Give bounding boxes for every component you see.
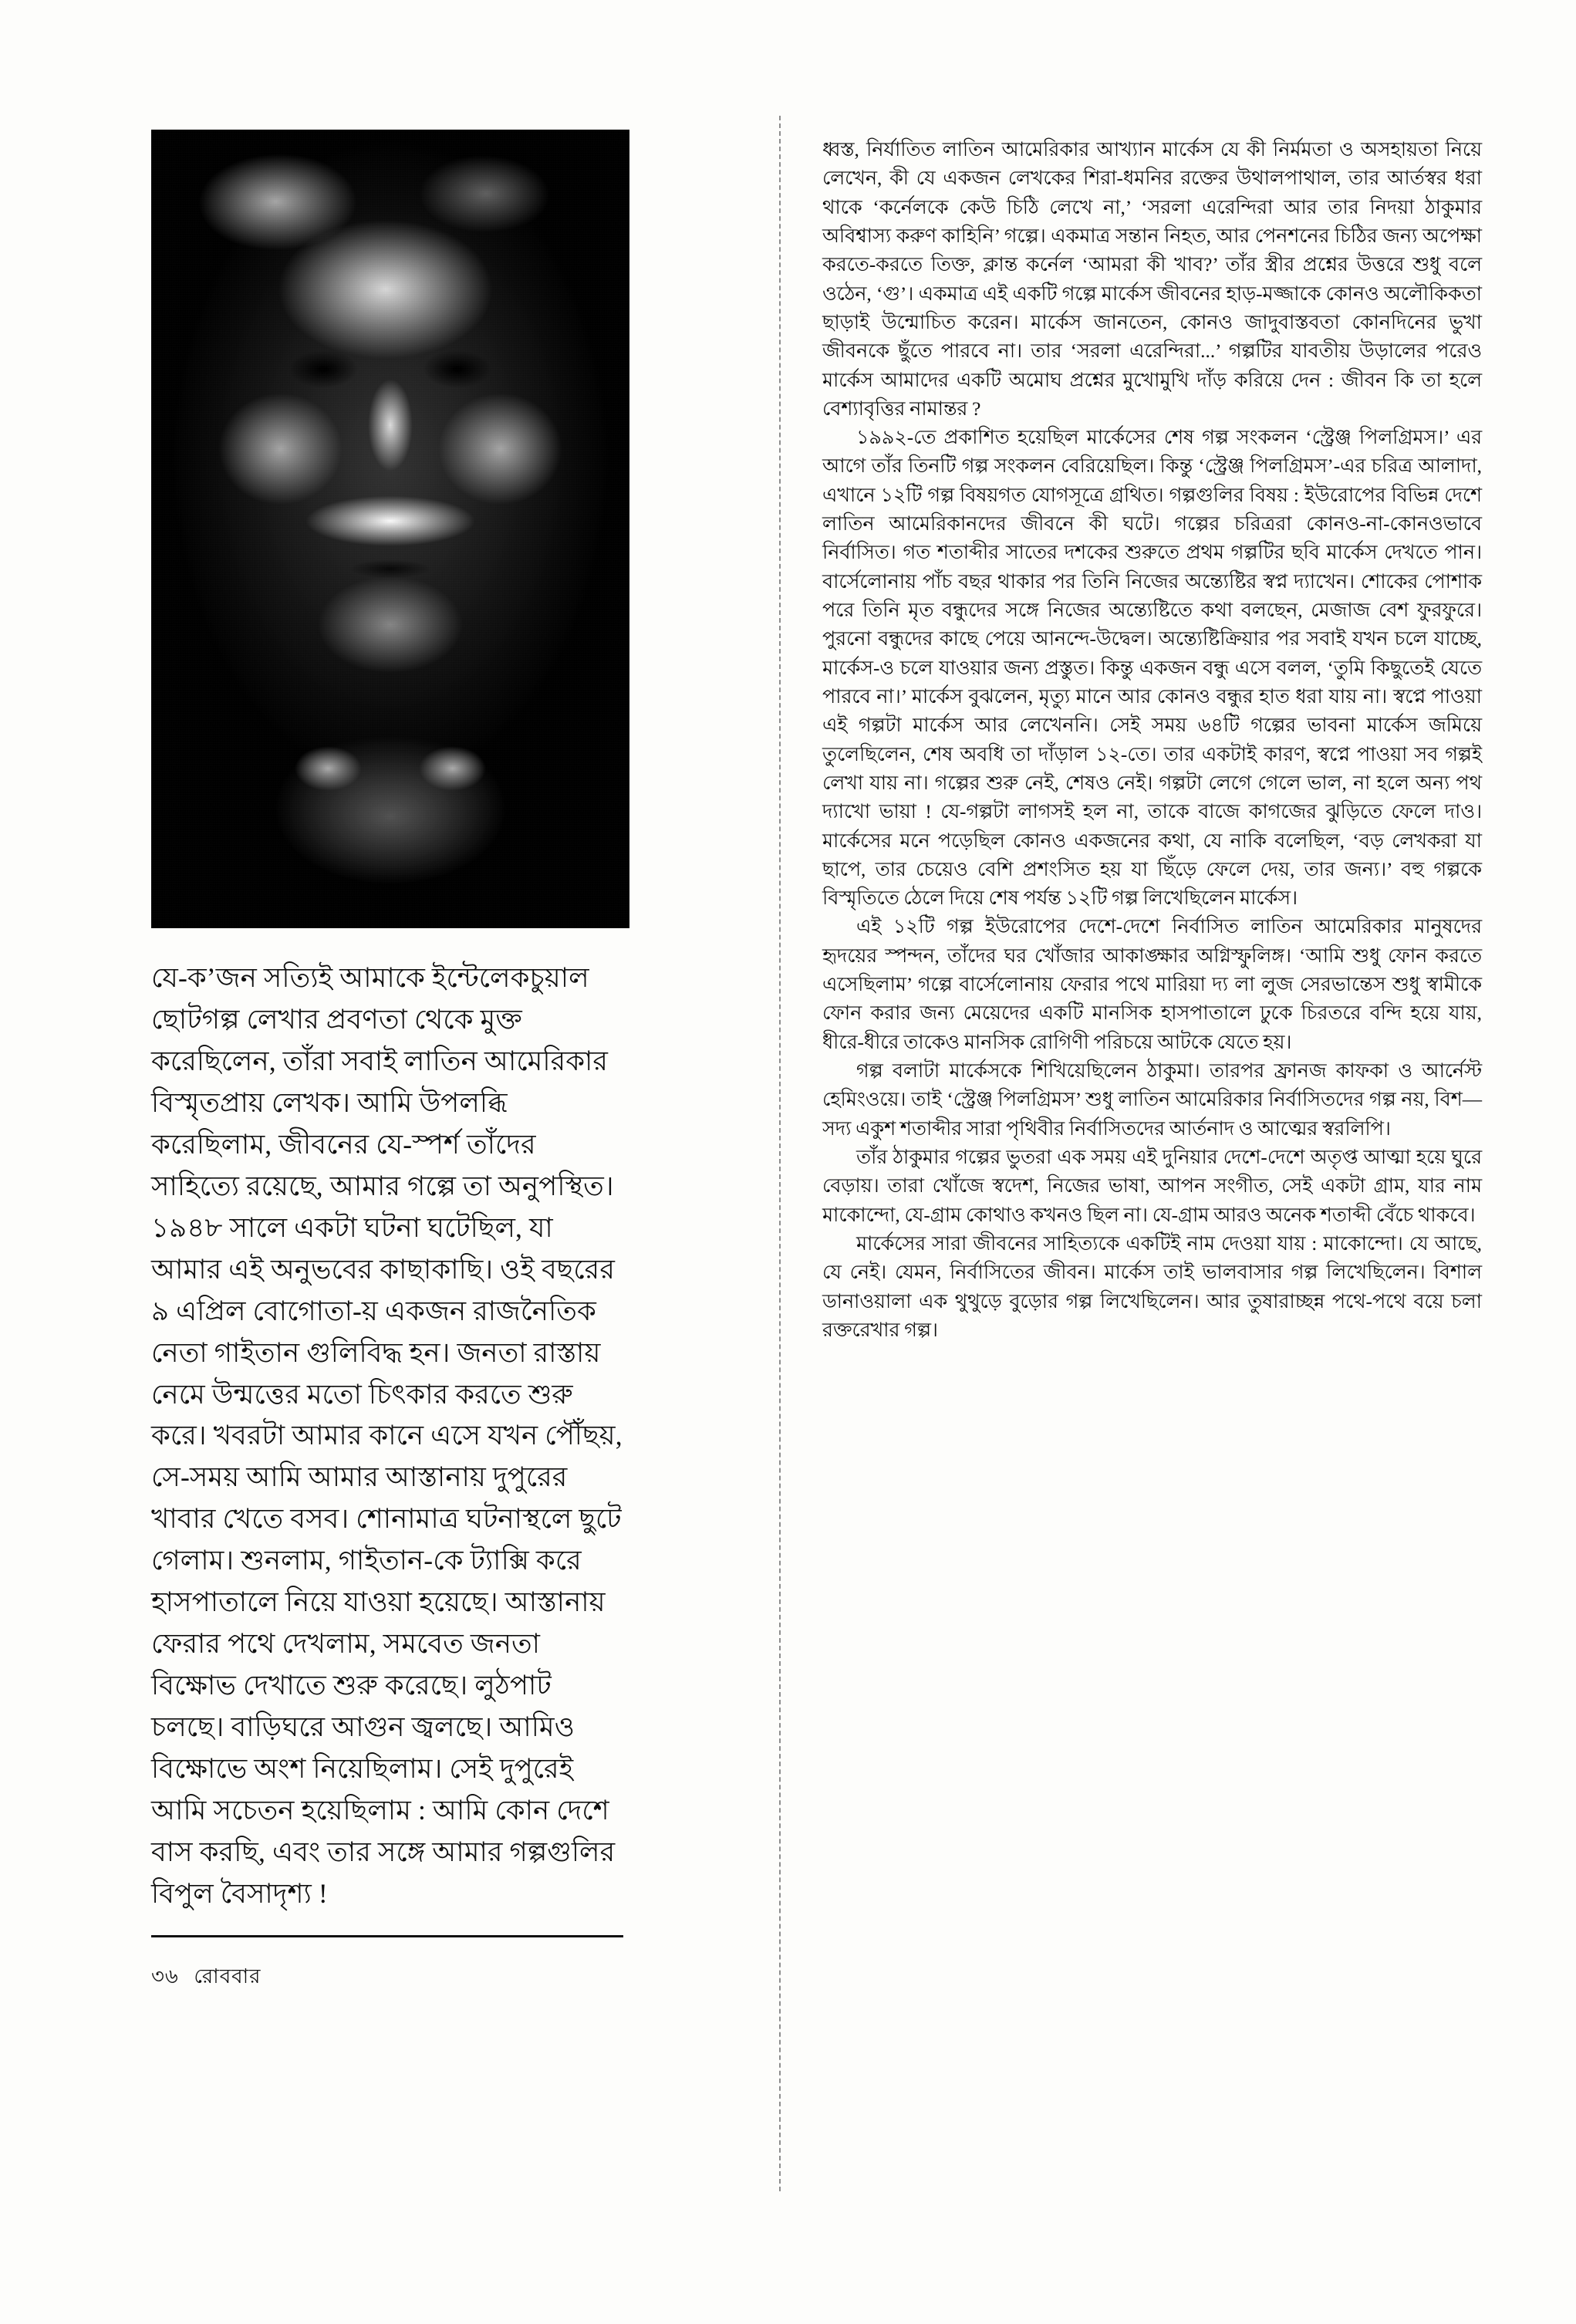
body-paragraph: ধ্বস্ত, নির্যাতিত লাতিন আমেরিকার আখ্যান মার্কেস যে কী নির্মমতা ও অসহায়তা নিয়ে লেখেন, কী যে একজন লেখকের শিরা-ধমনির রক্তের উথালপাথাল, তার আর্তস্বর ধরা থাকে ‘কর্নেলকে কেউ চিঠি লেখে না,’ ‘সরলা এরেন্দিরা আর তার নিদয়া ঠাকুমার অবিশ্বাস্য করুণ কাহিনি’ গল্পে। একমাত্র সন্তান নিহত, আর পেনশনের চিঠির জন্য অপেক্ষা করতে-করতে তিক্ত, ক্লান্ত কর্নেল ‘আমরা কী খাব?’ তাঁর স্ত্রীর প্রশ্নের উত্তরে শুধু বলে ওঠেন, ‘গু’। একমাত্র এই একটি গল্পে মার্কেস জীবনের হাড়-মজ্জাকে কোনও অলৌকিকতা ছাড়াই উন্মোচিত করেন। মার্কেস জানতেন, কোনও জাদুবাস্তবতা কোনদিনের ভুখা জীবনকে ছুঁতে পারবে না। তার ‘সরলা এরেন্দিরা...’ গল্পটির যাবতীয় উড়ালের পরেও মার্কেস আমাদের একটি অমোঘ প্রশ্নের মুখোমুখি দাঁড় করিয়ে দেন : জীবন কি তা হলে বেশ্যাবৃত্তির নামান্তর ? [822,139,1482,420]
body-paragraph: গল্প বলাটা মার্কেসকে শিখিয়েছিলেন ঠাকুমা। তারপর ফ্রানজ কাফকা ও আর্নেস্ট হেমিংওয়ে। তাই ‘স্ট্রেঞ্জ পিলগ্রিমস’ শুধু লাতিন আমেরিকার নির্বাসিতদের গল্প নয়, বিশ—সদ্য একুশ শতাব্দীর সারা পৃথিবীর নির্বাসিতদের আর্তনাদ ও আত্মের স্বরলিপি। [822,1060,1482,1140]
left-column [151,130,629,1995]
pull-quote: যে-ক’জন সত্যিই আমাকে ইন্টেলেকচুয়াল ছোটগল্প লেখার প্রবণতা থেকে মুক্ত করেছিলেন, তাঁরা সবাই লাতিন আমেরিকার বিস্মৃতপ্রায় লেখক। আমি উপলব্ধি করেছিলাম, জীবনের যে-স্পর্শ তাঁদের সাহিত্যে রয়েছে, আমার গল্পে তা অনুপস্থিত। ১৯৪৮ সালে একটা ঘটনা ঘটেছিল, যা আমার এই অনুভবের কাছাকাছি। ওই বছরের ৯ এপ্রিল বোগোতা-য় একজন রাজনৈতিক নেতা গাইতান গুলিবিদ্ধ হন। জনতা রাস্তায় নেমে উন্মত্তের মতো চিৎকার করতে শুরু করে। খবরটা আমার কানে এসে যখন পৌঁছয়, সে-সময় আমি আমার আস্তানায় দুপুরের খাবার খেতে বসব। শোনামাত্র ঘটনাস্থলে ছুটে গেলাম। শুনলাম, গাইতান-কে ট্যাক্সি করে হাসপাতালে নিয়ে যাওয়া হয়েছে। আস্তানায় ফেরার পথে দেখলাম, সমবেত জনতা বিক্ষোভ দেখাতে শুরু করেছে। লুঠপাট চলছে। বাড়িঘরে আগুন জ্বলছে। আমিও বিক্ষোভে অংশ নিয়েছিলাম। সেই দুপুরেই আমি সচেতন হয়েছিলাম : আমি কোন দেশে বাস করছি, এবং তার সঙ্গে আমার গল্পগুলির বিপুল বৈসাদৃশ্য ! [151,962,623,1909]
body-paragraph: তাঁর ঠাকুমার গল্পের ভুতরা এক সময় এই দুনিয়ার দেশে-দেশে অতৃপ্ত আত্মা হয়ে ঘুরে বেড়ায়। তারা খোঁজে স্বদেশ, নিজের ভাষা, আপন সংগীত, সেই একটা গ্রাম, যার নাম মাকোন্দো, যে-গ্রাম কোথাও কখনও ছিল না। যে-গ্রাম আরও অনেক শতাব্দী বেঁচে থাকবে। [822,1146,1482,1226]
portrait-image [151,130,629,928]
folio [151,1961,629,1995]
column-divider [779,116,781,2191]
page-number: ৩৬ [151,1964,179,1988]
right-column [822,136,1482,1345]
body-paragraph: এই ১২টি গল্প ইউরোপের দেশে-দেশে নির্বাসিত লাতিন আমেরিকার মানুষদের হৃদয়ের স্পন্দন, তাঁদের ঘর খোঁজার আকাঙ্ক্ষার অগ্নিস্ফুলিঙ্গ। ‘আমি শুধু ফোন করতে এসেছিলাম’ গল্পে বার্সেলোনায় ফেরার পথে মারিয়া দ্য লা লুজ সেরভান্তেস শুধু স্বামীকে ফোন করার জন্য মেয়েদের একটি মানসিক হাসপাতালে ঢুকে চিরতরে বন্দি হয়ে যায়, ধীরে-ধীরে তাকেও মানসিক রোগিণী পরিচয়ে আটকে যেতে হয়। [822,916,1482,1053]
body-paragraph: মার্কেসের সারা জীবনের সাহিত্যকে একটিই নাম দেওয়া যায় : মাকোন্দো। যে আছে, যে নেই। যেমন, নির্বাসিতের জীবন। মার্কেস তাই ভালবাসার গল্প লিখেছিলেন। বিশাল ডানাওয়ালা এক থুথুড়ে বুড়োর গল্প লিখেছিলেন। আর তুষারাচ্ছন্ন পথে-পথে বয়ে চলা রক্তরেখার গল্প। [822,1232,1482,1341]
article-body [822,136,1482,1345]
body-paragraph: ১৯৯২-তে প্রকাশিত হয়েছিল মার্কেসের শেষ গল্প সংকলন ‘স্ট্রেঞ্জ পিলগ্রিমস।’ এর আগে তাঁর তিনটি গল্প সংকলন বেরিয়েছিল। কিন্তু ‘স্ট্রেঞ্জ পিলগ্রিমস’-এর চরিত্র আলাদা, এখানে ১২টি গল্প বিষয়গত যোগসূত্রে গ্রথিত। গল্পগুলির বিষয় : ইউরোপের বিভিন্ন দেশে লাতিন আমেরিকানদের জীবনে কী ঘটে। গল্পের চরিত্ররা কোনও-না-কোনওভাবে নির্বাসিত। গত শতাব্দীর সাতের দশকের শুরুতে প্রথম গল্পটির ছবি মার্কেস দেখতে পান। বার্সেলোনায় পাঁচ বছর থাকার পর তিনি নিজের অন্ত্যেষ্টির স্বপ্ন দ্যাখেন। শোকের পোশাক পরে তিনি মৃত বন্ধুদের সঙ্গে নিজের অন্ত্যেষ্টিতে কথা বলছেন, মেজাজ বেশ ফুরফুরে। পুরনো বন্ধুদের কাছে পেয়ে আনন্দে-উদ্বেল। অন্ত্যেষ্টিক্রিয়ার পর সবাই যখন চলে যাচ্ছে, মার্কেস-ও চলে যাওয়ার জন্য প্রস্তুত। কিন্তু একজন বন্ধু এসে বলল, ‘তুমি কিছুতেই যেতে পারবে না।’ মার্কেস বুঝলেন, মৃত্যু মানে আর কোনও বন্ধুর হাত ধরা যায় না। স্বপ্নে পাওয়া এই গল্পটা মার্কেস আর লেখেননি। সেই সময় ৬৪টি গল্পের ভাবনা মার্কেস জমিয়ে তুলেছিলেন, শেষ অবধি তা দাঁড়াল ১২-তে। তার একটাই কারণ, স্বপ্নে পাওয়া সব গল্পই লেখা যায় না। গল্পের শুরু নেই, শেষও নেই। গল্পটা লেগে গেলে ভাল, না হলে অন্য পথ দ্যাখো ভায়া ! যে-গল্পটা লাগসই হল না, তাকে বাজে কাগজের ঝুড়িতে ফেলে দাও। মার্কেসের মনে পড়েছিল কোনও একজনের কথা, যে নাকি বলেছিল, ‘বড় লেখকরা যা ছাপে, তার চেয়েও বেশি প্রশংসিত হয় যা ছিঁড়ে ফেলে দেয়, তার জন্য।’ বহু গল্পকে বিস্মৃতিতে ঠেলে দিয়ে শেষ পর্যন্ত ১২টি গল্প লিখেছিলেন মার্কেস। [822,427,1482,910]
horizontal-rule [151,1935,623,1937]
portrait-photograph [151,130,629,928]
publication-name: রোববার [194,1964,262,1988]
